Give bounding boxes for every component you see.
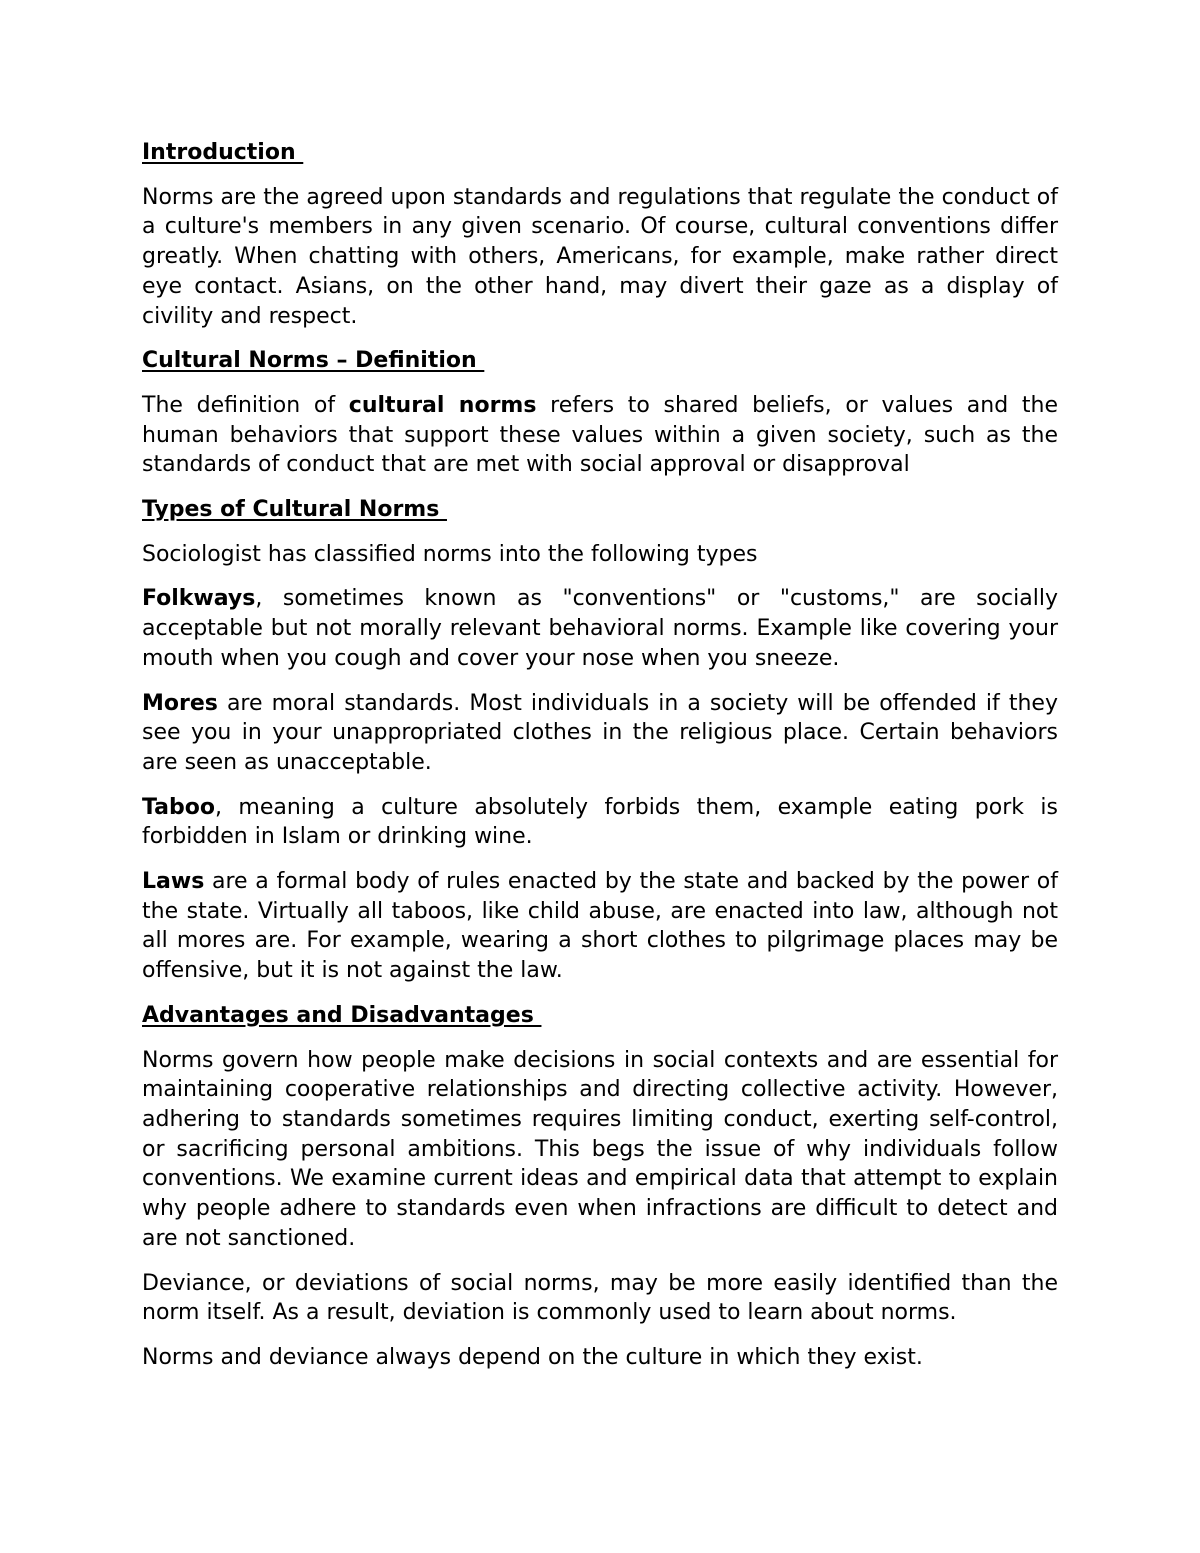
paragraph-advantages-3: Norms and deviance always depend on the culture in which they exist. xyxy=(142,1344,923,1370)
document-page xyxy=(142,138,1058,1388)
paragraph-types-intro: Sociologist has classified norms into the following types xyxy=(142,541,758,567)
taboo-term: Taboo xyxy=(142,794,215,820)
mores-term: Mores xyxy=(142,690,218,716)
folkways-term: Folkways xyxy=(142,586,256,612)
heading-advantages-and-disadvantages: Advantages and Disadvantages xyxy=(142,1002,542,1028)
paragraph-taboo xyxy=(142,793,1058,852)
paragraph-introduction: Norms are the agreed upon standards and regulations that regulate the conduct of a culture's members in any given scenario. Of course, cultural conventions differ greatly. When chatting with others, Americans, for example, make rather direct eye contact. Asians, on the other hand, may divert their gaze as a display of civility and respect. xyxy=(142,184,1058,329)
heading-types-of-cultural-norms: Types of Cultural Norms xyxy=(142,497,447,523)
taboo-text: , meaning a culture absolutely forbids them, example eating pork is forbidden in Islam or drinking wine. xyxy=(142,794,1058,850)
paragraph-definition xyxy=(142,391,1058,480)
heading-cultural-norms-definition: Cultural Norms – Definition xyxy=(142,348,485,374)
paragraph-advantages-2: Deviance, or deviations of social norms, may be more easily identified than the norm itself. As a result, deviation is commonly used to learn about norms. xyxy=(142,1270,1058,1326)
paragraph-laws xyxy=(142,867,1058,986)
folkways-text: , sometimes known as "conventions" or "customs," are socially acceptable but not morally relevant behavioral norms. Example like covering your mouth when you cough and cover your nose when you sneeze. xyxy=(142,586,1058,671)
laws-text: are a formal body of rules enacted by the state and backed by the power of the state. Virtually all taboos, like child abuse, are enacted into law, although not all mores are. For example, wearing a short clothes to pilgrimage places may be offensive, but it is not against the law. xyxy=(142,869,1058,984)
heading-introduction: Introduction xyxy=(142,140,304,165)
mores-text: are moral standards. Most individuals in a society will be offended if they see you in your unappropriated clothes in the religious place. Certain behaviors are seen as unacceptable. xyxy=(142,690,1058,775)
laws-term: Laws xyxy=(142,869,205,895)
paragraph-mores xyxy=(142,689,1058,778)
definition-text-pre: The definition of xyxy=(142,392,349,418)
paragraph-folkways xyxy=(142,584,1058,673)
definition-text-post: refers to shared beliefs, or values and the human behaviors that support these values within a given society, such as the standards of conduct that are met with social approval or disapproval xyxy=(142,392,1058,478)
definition-term: cultural norms xyxy=(348,392,537,418)
paragraph-advantages-1: Norms govern how people make decisions in social contexts and are essential for maintaining cooperative relationships and directing collective activity. However, adhering to standards sometimes requires limiting conduct, exerting self-control, or sacrificing personal ambitions. This begs the issue of why individuals follow conventions. We examine current ideas and empirical data that attempt to explain why people adhere to standards even when infractions are difficult to detect and are not sanctioned. xyxy=(142,1047,1058,1251)
